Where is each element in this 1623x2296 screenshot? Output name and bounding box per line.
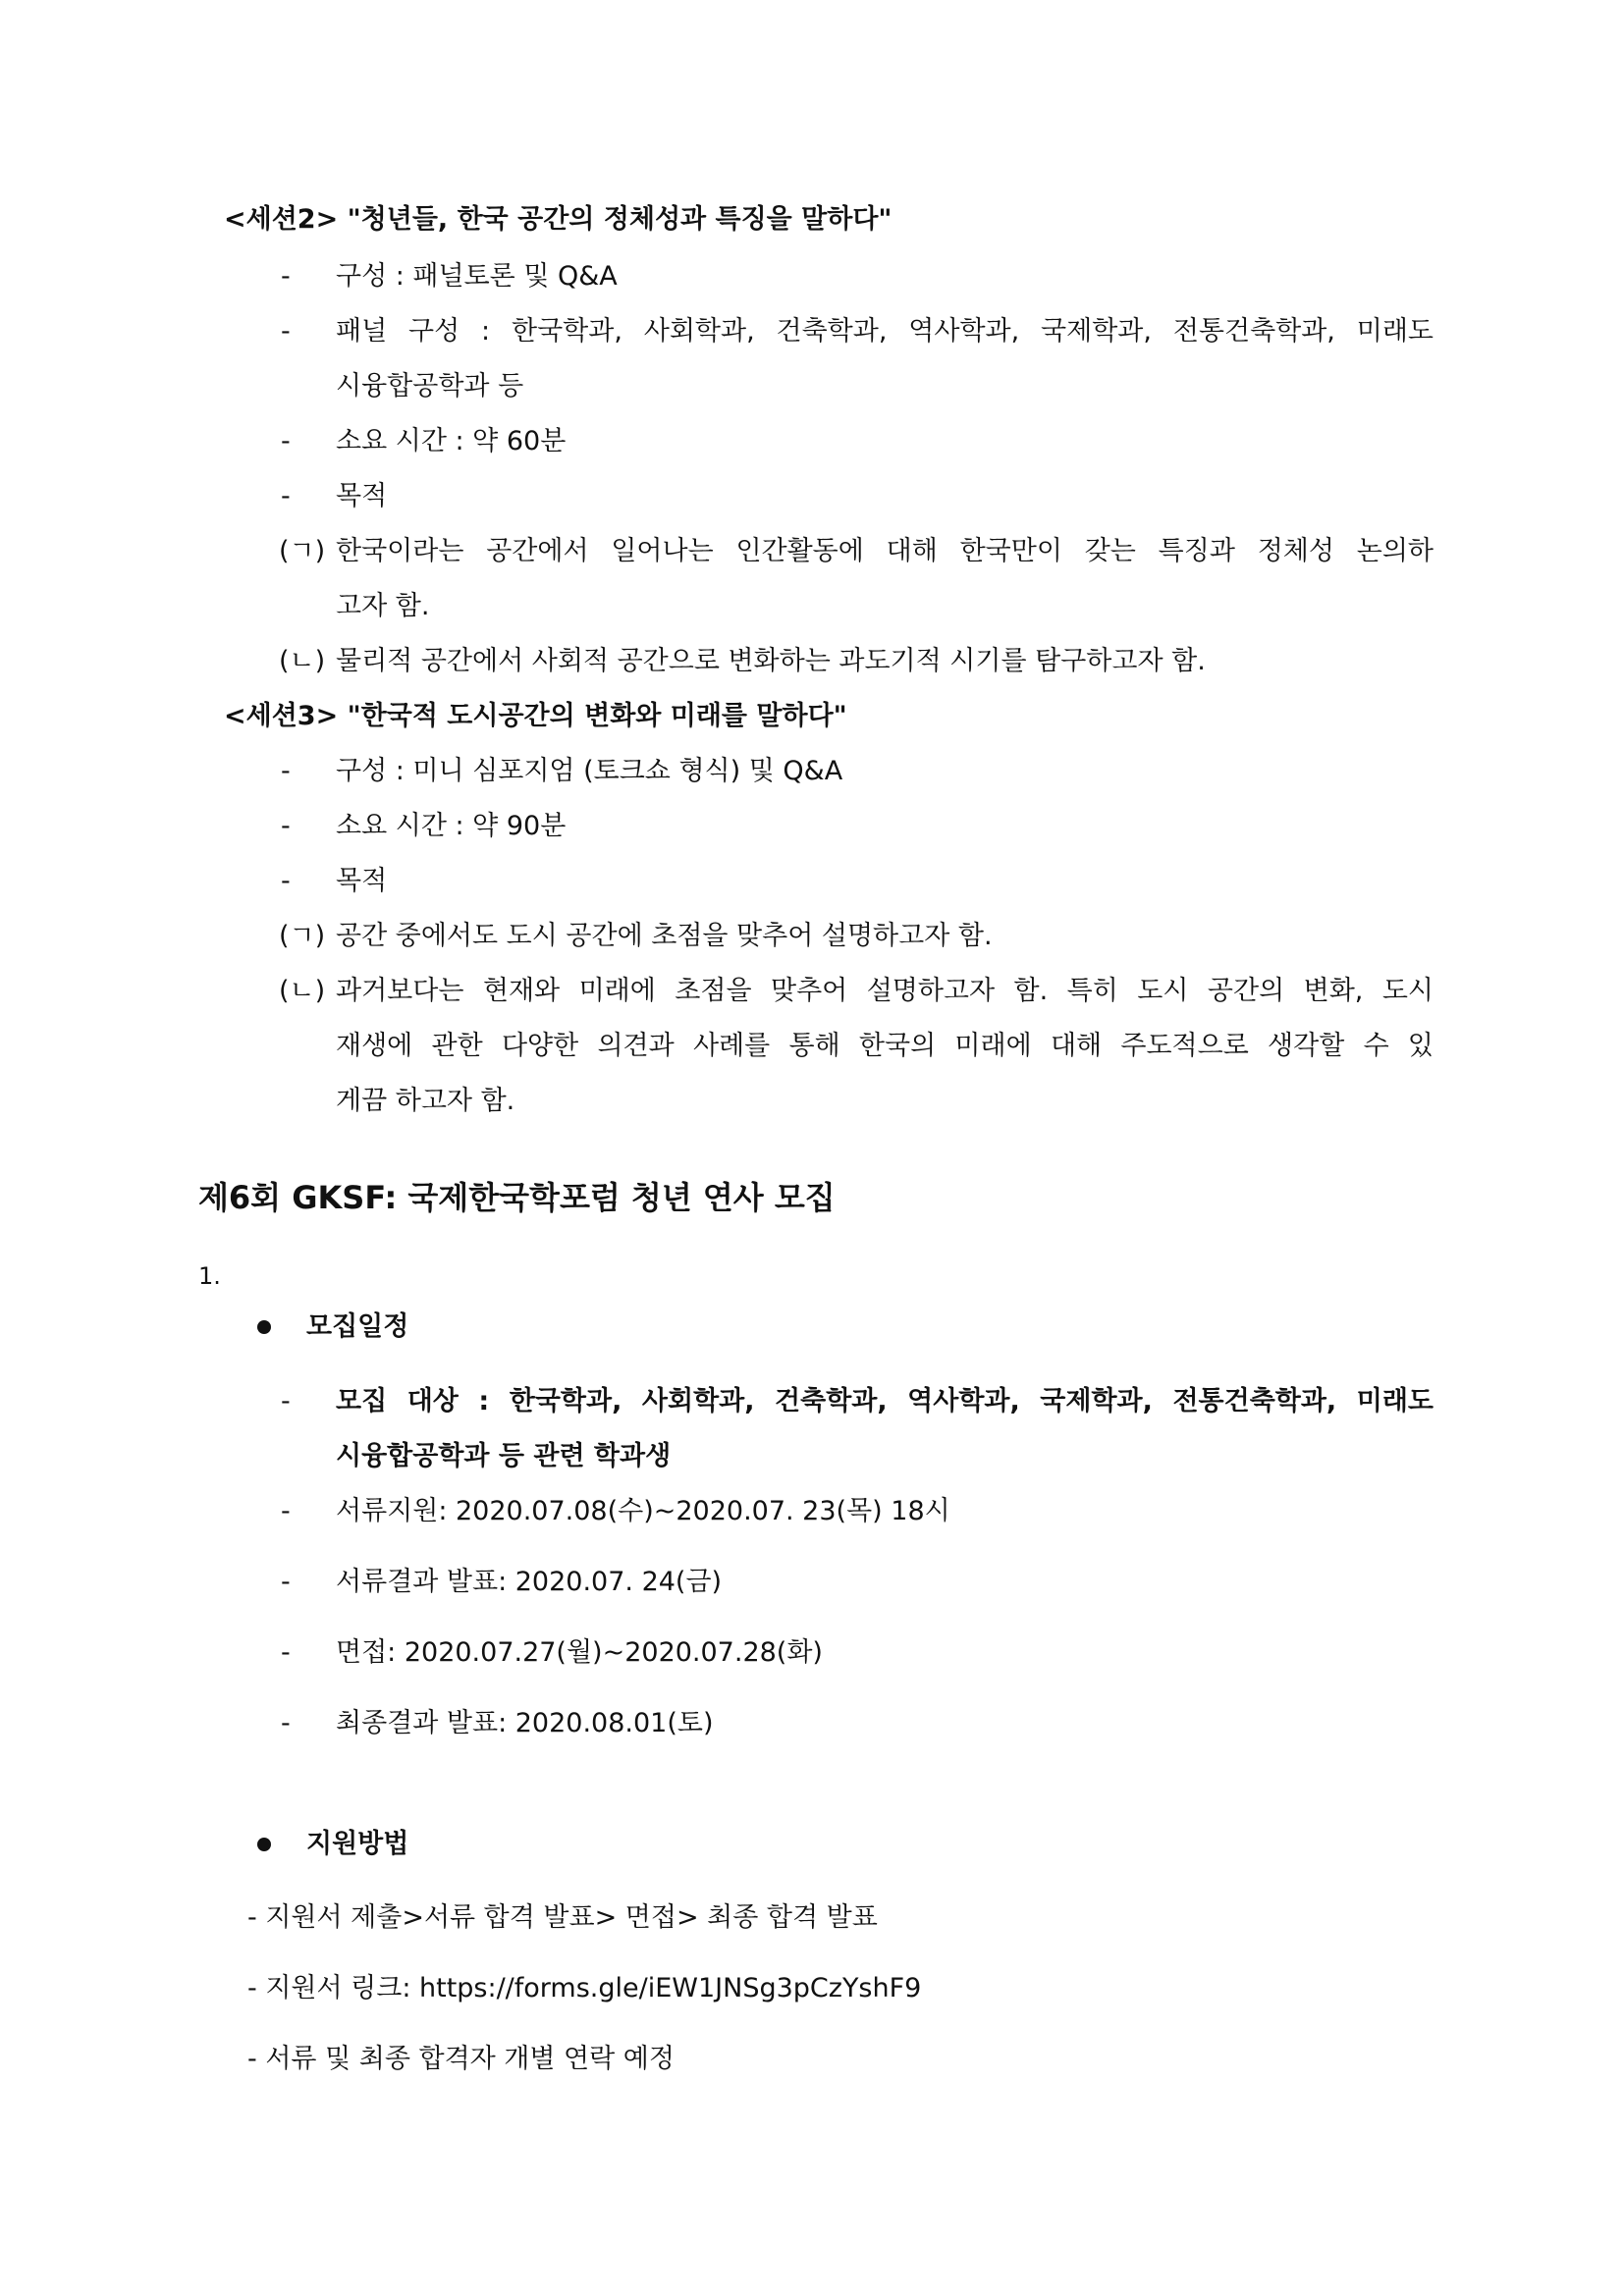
apply-line: - 지원서 제출>서류 합격 발표> 면접> 최종 합격 발표 [247,1902,878,1933]
session3-heading: <세션3> "한국적 도시공간의 변화와 미래를 말하다" [224,701,847,731]
list-item: 한국이라는 공간에서 일어나는 인간활동에 대해 한국만이 갖는 특징과 정체성 논의하 [336,536,1434,566]
list-item: 구성 : 패널토론 및 Q&A [336,261,618,292]
recruit-target-continuation: 시융합공학과 등 관련 학과생 [336,1441,672,1471]
list-item: 패널 구성 : 한국학과, 사회학과, 건축학과, 역사학과, 국제학과, 전통건축학과, 미래도 [336,316,1434,347]
session2-heading: <세션2> "청년들, 한국 공간의 정체성과 특징을 말하다" [224,204,893,235]
list-bullet: - [281,316,291,347]
list-item-continuation: 시융합공학과 등 [336,371,524,401]
list-item-continuation: 재생에 관한 다양한 의견과 사례를 통해 한국의 미래에 대해 주도적으로 생각할 수 있 [336,1031,1434,1061]
list-item: 공간 중에서도 도시 공간에 초점을 맞추어 설명하고자 함. [336,921,993,951]
list-bullet: - [281,261,291,292]
bullet-dot-icon [257,1838,271,1851]
list-bullet: - [281,811,291,841]
list-item: 과거보다는 현재와 미래에 초점을 맞추어 설명하고자 함. 특히 도시 공간의 변화, 도시 [336,976,1434,1006]
apply-line: - 서류 및 최종 합격자 개별 연락 예정 [247,2044,675,2074]
page-title: 제6회 GKSF: 국제한국학포럼 청년 연사 모집 [198,1179,836,1216]
list-item: 소요 시간 : 약 60분 [336,426,567,456]
list-bullet: - [281,1386,291,1416]
list-item: 목적 [336,481,388,511]
list-bullet: - [281,426,291,456]
list-bullet: - [281,866,291,896]
schedule-date: 최종결과 발표: 2020.08.01(토) [336,1708,714,1738]
list-item: 구성 : 미니 심포지엄 (토크쇼 형식) 및 Q&A [336,756,843,786]
list-bullet: - [281,1637,291,1668]
list-bullet: (ㄱ) [279,536,326,566]
list-bullet: (ㄴ) [279,976,326,1006]
list-bullet: - [281,1708,291,1738]
list-item: 소요 시간 : 약 90분 [336,811,567,841]
schedule-heading: 모집일정 [306,1311,409,1342]
recruit-target: 모집 대상 : 한국학과, 사회학과, 건축학과, 역사학과, 국제학과, 전통건축학과, 미래도 [336,1386,1434,1416]
list-bullet: (ㄴ) [279,646,326,676]
list-bullet: - [281,756,291,786]
schedule-date: 서류지원: 2020.07.08(수)~2020.07. 23(목) 18시 [336,1496,950,1526]
list-bullet: - [281,1496,291,1526]
list-bullet: - [281,1567,291,1597]
list-item-continuation: 고자 함. [336,591,430,621]
section-number: 1. [198,1262,221,1290]
schedule-date: 면접: 2020.07.27(월)~2020.07.28(화) [336,1637,823,1668]
list-item: 물리적 공간에서 사회적 공간으로 변화하는 과도기적 시기를 탐구하고자 함. [336,646,1206,676]
list-item: 목적 [336,866,388,896]
bullet-dot-icon [257,1320,271,1334]
list-bullet: - [281,481,291,511]
list-item-continuation: 게끔 하고자 함. [336,1086,515,1116]
list-bullet: (ㄱ) [279,921,326,951]
apply-heading: 지원방법 [306,1829,409,1859]
schedule-date: 서류결과 발표: 2020.07. 24(금) [336,1567,723,1597]
apply-link[interactable]: - 지원서 링크: https://forms.gle/iEW1JNSg3pCzYshF9 [247,1973,922,2003]
